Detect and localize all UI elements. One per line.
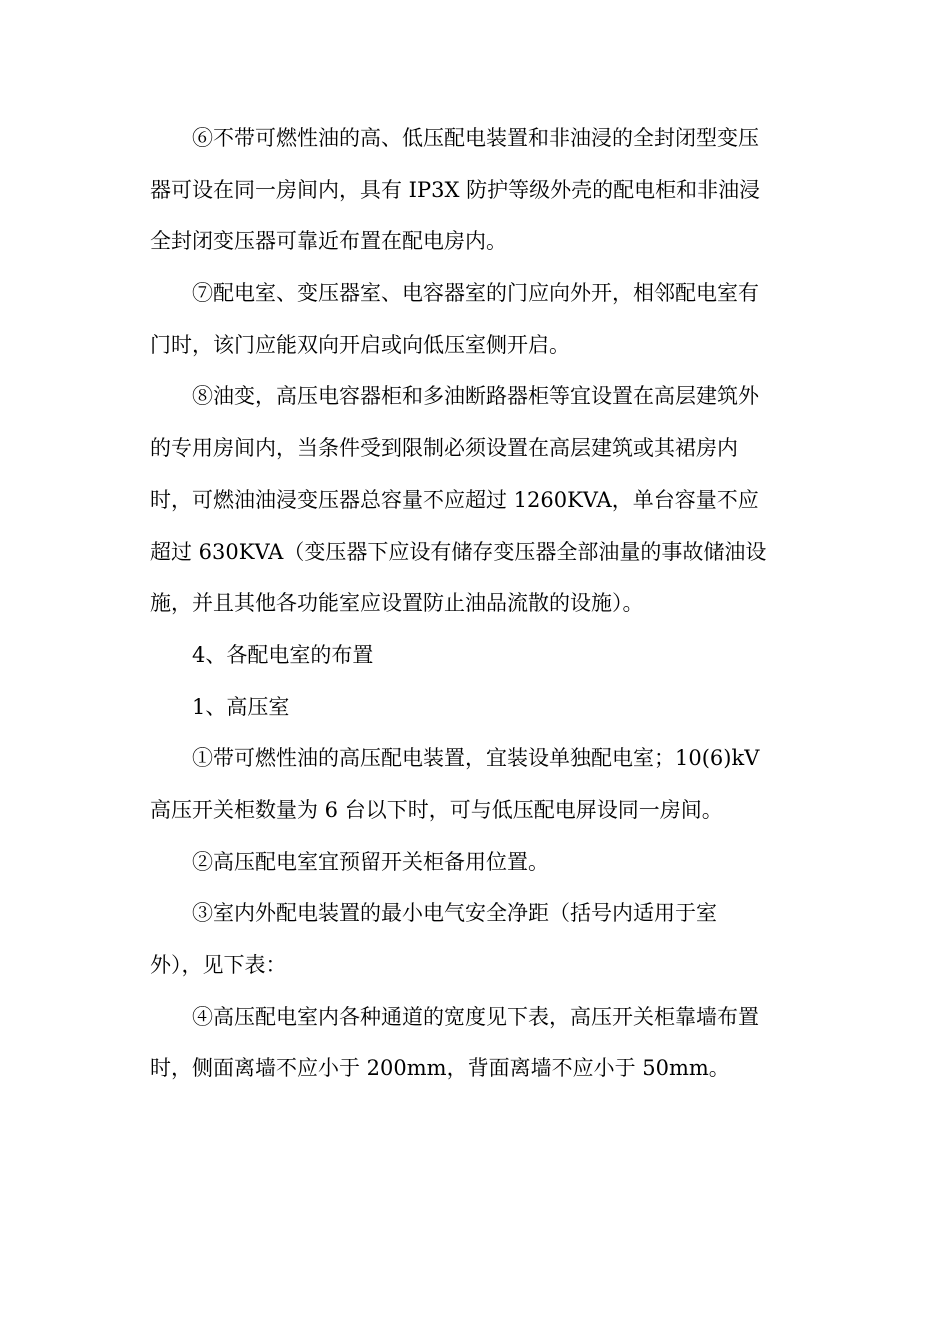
item-3-line-1: ③室内外配电装置的最小电气安全净距（括号内适用于室 bbox=[192, 901, 717, 926]
paragraph-6-line-3: 全封闭变压器可靠近布置在配电房内。 bbox=[150, 229, 507, 254]
item-2-line-1: ②高压配电室宜预留开关柜备用位置。 bbox=[192, 849, 549, 874]
item-4-line-1: ④高压配电室内各种通道的宽度见下表，高压开关柜靠墙布置 bbox=[192, 1004, 759, 1029]
paragraph-8-line-2: 的专用房间内，当条件受到限制必须设置在高层建筑或其裙房内 bbox=[150, 436, 738, 461]
paragraph-7-line-1: ⑦配电室、变压器室、电容器室的门应向外开，相邻配电室有 bbox=[192, 281, 759, 306]
document-body bbox=[150, 113, 805, 1095]
item-3-line-2: 外），见下表： bbox=[150, 953, 287, 977]
paragraph-8-line-4: 超过 630KVA（变压器下应设有储存变压器全部油量的事故储油设 bbox=[150, 539, 767, 564]
item-1-line-2: 高压开关柜数量为 6 台以下时，可与低压配电屏设同一房间。 bbox=[150, 797, 723, 822]
paragraph-8-line-3: 时，可燃油油浸变压器总容量不应超过 1260KVA，单台容量不应 bbox=[150, 487, 759, 512]
paragraph-6-line-1: ⑥不带可燃性油的高、低压配电装置和非油浸的全封闭型变压 bbox=[192, 126, 759, 150]
paragraph-6-line-2: 器可设在同一房间内，具有 IP3X 防护等级外壳的配电柜和非油浸 bbox=[150, 177, 761, 202]
paragraph-7-line-2: 门时，该门应能双向开启或向低压室侧开启。 bbox=[150, 332, 570, 357]
subsection-heading: 1、高压室 bbox=[192, 694, 290, 719]
paragraph-8-line-5: 施，并且其他各功能室应设置防止油品流散的设施）。 bbox=[150, 591, 644, 616]
section-heading: 4、各配电室的布置 bbox=[192, 642, 374, 667]
item-1-line-1: ①带可燃性油的高压配电装置，宜装设单独配电室；10(6)kV bbox=[192, 746, 760, 771]
item-4-line-2: 时，侧面离墙不应小于 200mm，背面离墙不应小于 50mm。 bbox=[150, 1056, 730, 1081]
paragraph-8-line-1: ⑧油变，高压电容器柜和多油断路器柜等宜设置在高层建筑外 bbox=[192, 384, 759, 409]
